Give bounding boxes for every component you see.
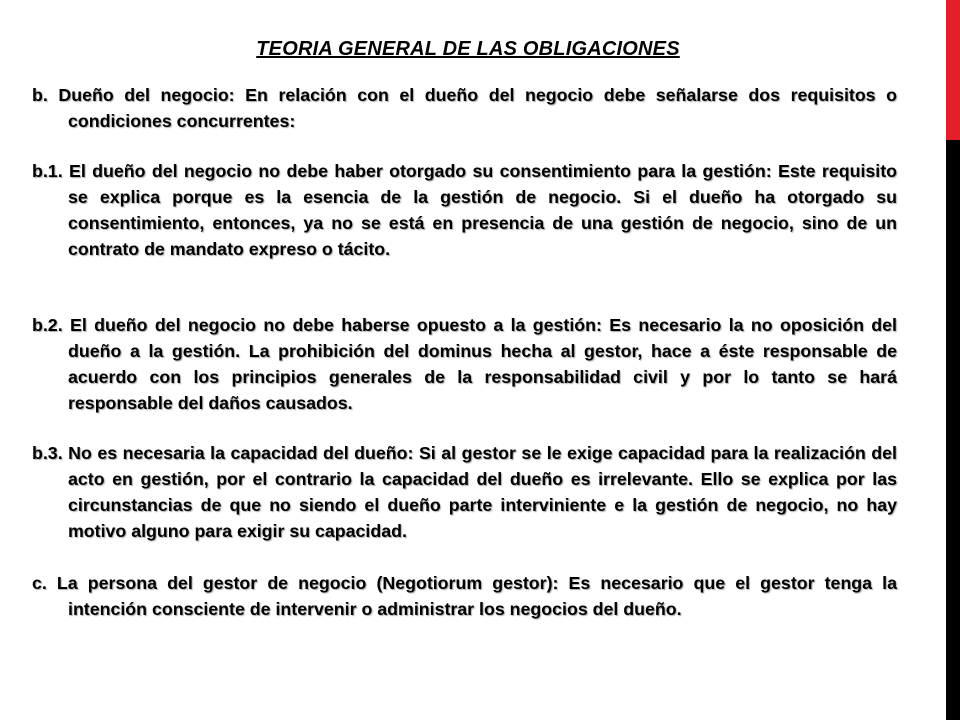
paragraph-b2: b.2. El dueño del negocio no debe haberse opuesto a la gestión: Es necesario la no oposición del dueño a la gestión. La prohibición del dominus hecha al gestor, hace a éste responsable de acuerdo con los principios generales de la responsabilidad civil y por lo tanto se hará responsable del daños causados. <box>32 315 897 413</box>
paragraph-c: c. La persona del gestor de negocio (Negotiorum gestor): Es necesario que el gestor tenga la intención consciente de intervenir o administrar los negocios del dueño. <box>32 573 897 619</box>
slide-title: TEORIA GENERAL DE LAS OBLIGACIONES <box>256 38 680 60</box>
slide-body <box>32 82 897 622</box>
paragraph-b3: b.3. No es necesaria la capacidad del dueño: Si al gestor se le exige capacidad para la realización del acto en gestión, por el contrario la capacidad del dueño es irrelevante. Ello se explica por las circunstancias de que no siendo el dueño parte interviniente e la gestión de negocio, no hay motivo alguno para exigir su capacidad. <box>32 443 897 541</box>
paragraph-b1: b.1. El dueño del negocio no debe haber otorgado su consentimiento para la gestión: Este requisito se explica porque es la esencia de la gestión de negocio. Si el dueño ha otorgado su consentimiento, entonces, ya no se está en presencia de una gestión de negocio, sino de un contrato de mandato expreso o tácito. <box>32 161 897 259</box>
accent-bar-red <box>946 0 960 140</box>
paragraph-b: b. Dueño del negocio: En relación con el dueño del negocio debe señalarse dos requisitos o condiciones concurrentes: <box>32 85 897 131</box>
accent-bar-black <box>946 140 960 720</box>
